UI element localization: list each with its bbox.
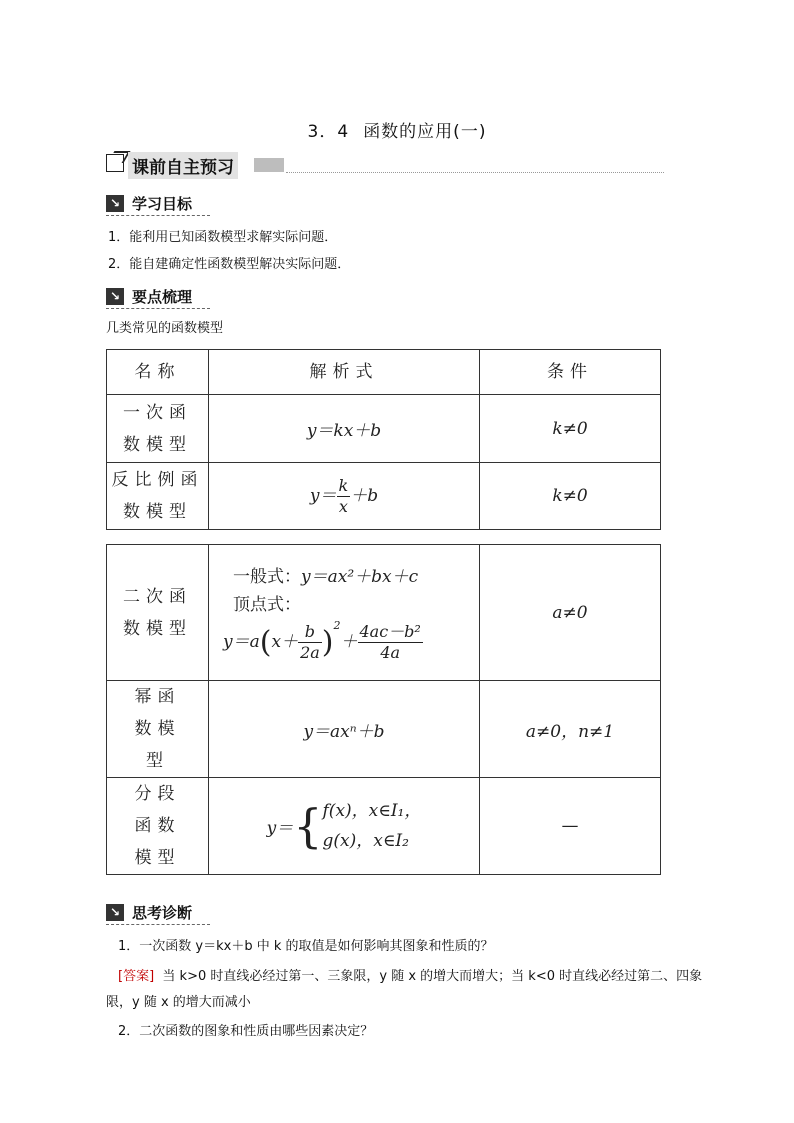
header-formula: 解析式 xyxy=(209,350,480,395)
row2-condition: k≠0 xyxy=(480,463,661,530)
vertex-label: 顶点式： xyxy=(233,594,301,615)
row3-name: 二次函数模型 xyxy=(107,545,209,681)
answer-1 xyxy=(106,964,726,1016)
think-heading: ↘ 思考诊断 xyxy=(106,902,216,924)
row1-name: 一次函数模型 xyxy=(107,395,209,463)
answer-text: 当 k>0 时直线必经过第一、三象限，y 随 x 的增大而增大；当 k<0 时直线必经过第二、四象限，y 随 x 的增大而减小 xyxy=(106,969,703,1010)
row3-condition: a≠0 xyxy=(480,545,661,681)
goals-heading: ↘ 学习目标 xyxy=(106,193,216,215)
row4-formula: y＝axⁿ＋b xyxy=(209,681,480,778)
row1-formula: y＝kx＋b xyxy=(209,395,480,463)
row1-condition: k≠0 xyxy=(480,395,661,463)
header-name: 名称 xyxy=(107,350,209,395)
section-header xyxy=(106,152,664,176)
answer-label: [答案] xyxy=(118,969,155,984)
header-condition: 条件 xyxy=(480,350,661,395)
section-label: 课前自主预习 xyxy=(128,152,238,179)
section-decor xyxy=(254,158,284,172)
arrow-icon: ↘ xyxy=(106,195,124,212)
section-marker-icon xyxy=(106,154,124,172)
row5-name: 分段函数模型 xyxy=(107,778,209,875)
points-heading: ↘ 要点梳理 xyxy=(106,286,216,308)
arrow-icon: ↘ xyxy=(106,904,124,921)
section-dotted-rule xyxy=(286,172,664,173)
goal-item-1: 1．能利用已知函数模型求解实际问题． xyxy=(108,230,338,245)
general-form: y＝ax²＋bx＋c xyxy=(301,566,419,587)
points-intro: 几类常见的函数模型 xyxy=(106,321,224,336)
question-1: 1．一次函数 y＝kx＋b 中 k 的取值是如何影响其图象和性质的？ xyxy=(118,939,494,954)
row3-formula xyxy=(209,545,480,681)
row4-condition: a≠0，n≠1 xyxy=(480,681,661,778)
title-number: 3．4 xyxy=(307,122,350,142)
vertex-form: y＝a(x＋ $\frac{b}{2a}$ )$^2$＋ $\frac{\text{4ac－b²}}{4a}$ xyxy=(223,618,421,662)
model-table-2 xyxy=(106,544,661,875)
row4-name: 幂函数模型 xyxy=(107,681,209,778)
arrow-icon: ↘ xyxy=(106,288,124,305)
row5-formula: y＝{ f(x)，x∈I₁， g(x)，x∈I₂ xyxy=(209,778,480,875)
general-label: 一般式： xyxy=(233,566,301,587)
question-2: 2．二次函数的图象和性质由哪些因素决定？ xyxy=(118,1024,374,1039)
row2-formula: y＝ $\frac{k}{x}$ ＋b xyxy=(209,463,480,530)
row2-name: 反比例函数模型 xyxy=(107,463,209,530)
page-title xyxy=(0,117,794,142)
row5-condition: — xyxy=(480,778,661,875)
model-table-1 xyxy=(106,349,661,530)
title-text: 函数的应用(一) xyxy=(363,122,487,142)
goal-item-2: 2．能自建确定性函数模型解决实际问题． xyxy=(108,257,351,272)
